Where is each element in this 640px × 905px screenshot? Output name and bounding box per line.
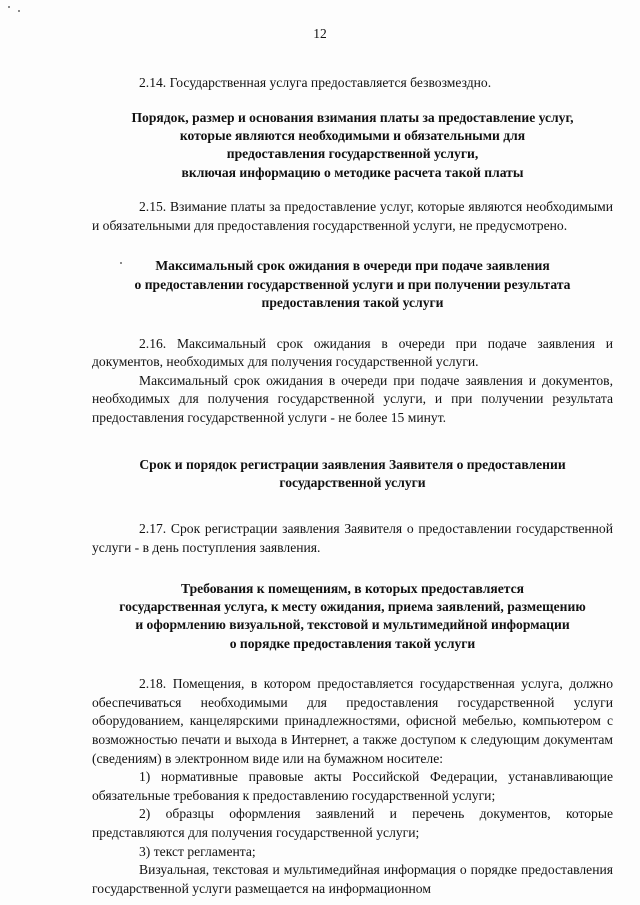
- document-body: [92, 74, 613, 898]
- paragraph-2-16-continued: Максимальный срок ожидания в очереди при подаче заявления и документов, необходимых для получения государственной услуги, и при получении результата предоставления государственной услуги - не более 15 минут.: [92, 372, 613, 425]
- scan-speck: [18, 10, 20, 12]
- heading-registration: Срок и порядок регистрации заявления Заявителя о предоставлении государственной услуги: [139, 456, 566, 490]
- paragraph-2-16: 2.16. Максимальный срок ожидания в очереди при подаче заявления и документов, необходимых для получения государственной услуги.: [92, 335, 613, 370]
- paragraph-2-15: 2.15. Взимание платы за предоставление услуг, которые являются необходимыми и обязательными для предоставления государственной услуги, не предусмотрено.: [92, 199, 613, 233]
- heading-fees: Порядок, размер и основания взимания платы за предоставление услуг, которые являются необходимыми и обязательными для предоставления государственной услуги, включая информацию о методике расчета такой платы: [131, 109, 574, 180]
- paragraph-2-18: 2.18. Помещения, в котором предоставляется государственная услуга, должно обеспечиваться необходимыми для предоставления государственной услуги оборудованием, канцелярскими принадлежностями, офисной мебелью, компьютером с возможностью печати и выхода в Интернет, а также доступом к следующим документам (сведениям) в электронном виде или на бумажном носителе:: [92, 676, 613, 766]
- list-item-3: 3) текст регламента;: [139, 843, 256, 859]
- scan-speck: [8, 6, 10, 8]
- list-item-2: 2) образцы оформления заявлений и перечень документов, которые представляются для получения государственной услуги;: [92, 806, 613, 840]
- paragraph-2-17: 2.17. Срок регистрации заявления Заявителя о предоставлении государственной услуги - в день поступления заявления.: [92, 521, 613, 555]
- heading-waiting-time: Максимальный срок ожидания в очереди при подаче заявления о предоставлении государственной услуги и при получении результата предоставления такой услуги: [134, 258, 571, 311]
- page-number: 12: [313, 26, 327, 41]
- list-item-1: 1) нормативные правовые акты Российской Федерации, устанавливающие обязательные требования к предоставлению государственной услуги;: [92, 769, 613, 803]
- heading-premises: Требования к помещениям, в которых предоставляется государственная услуга, к месту ожидания, приема заявлений, размещению и оформлению визуальной, текстовой и мультимедийной информации о порядке предоставления такой услуги: [119, 580, 586, 651]
- paragraph-visual-info: Визуальная, текстовая и мультимедийная информация о порядке предоставления государственной услуги размещается на информационном: [92, 862, 613, 896]
- paragraph-2-14: 2.14. Государственная услуга предоставляется безвозмездно.: [139, 75, 492, 90]
